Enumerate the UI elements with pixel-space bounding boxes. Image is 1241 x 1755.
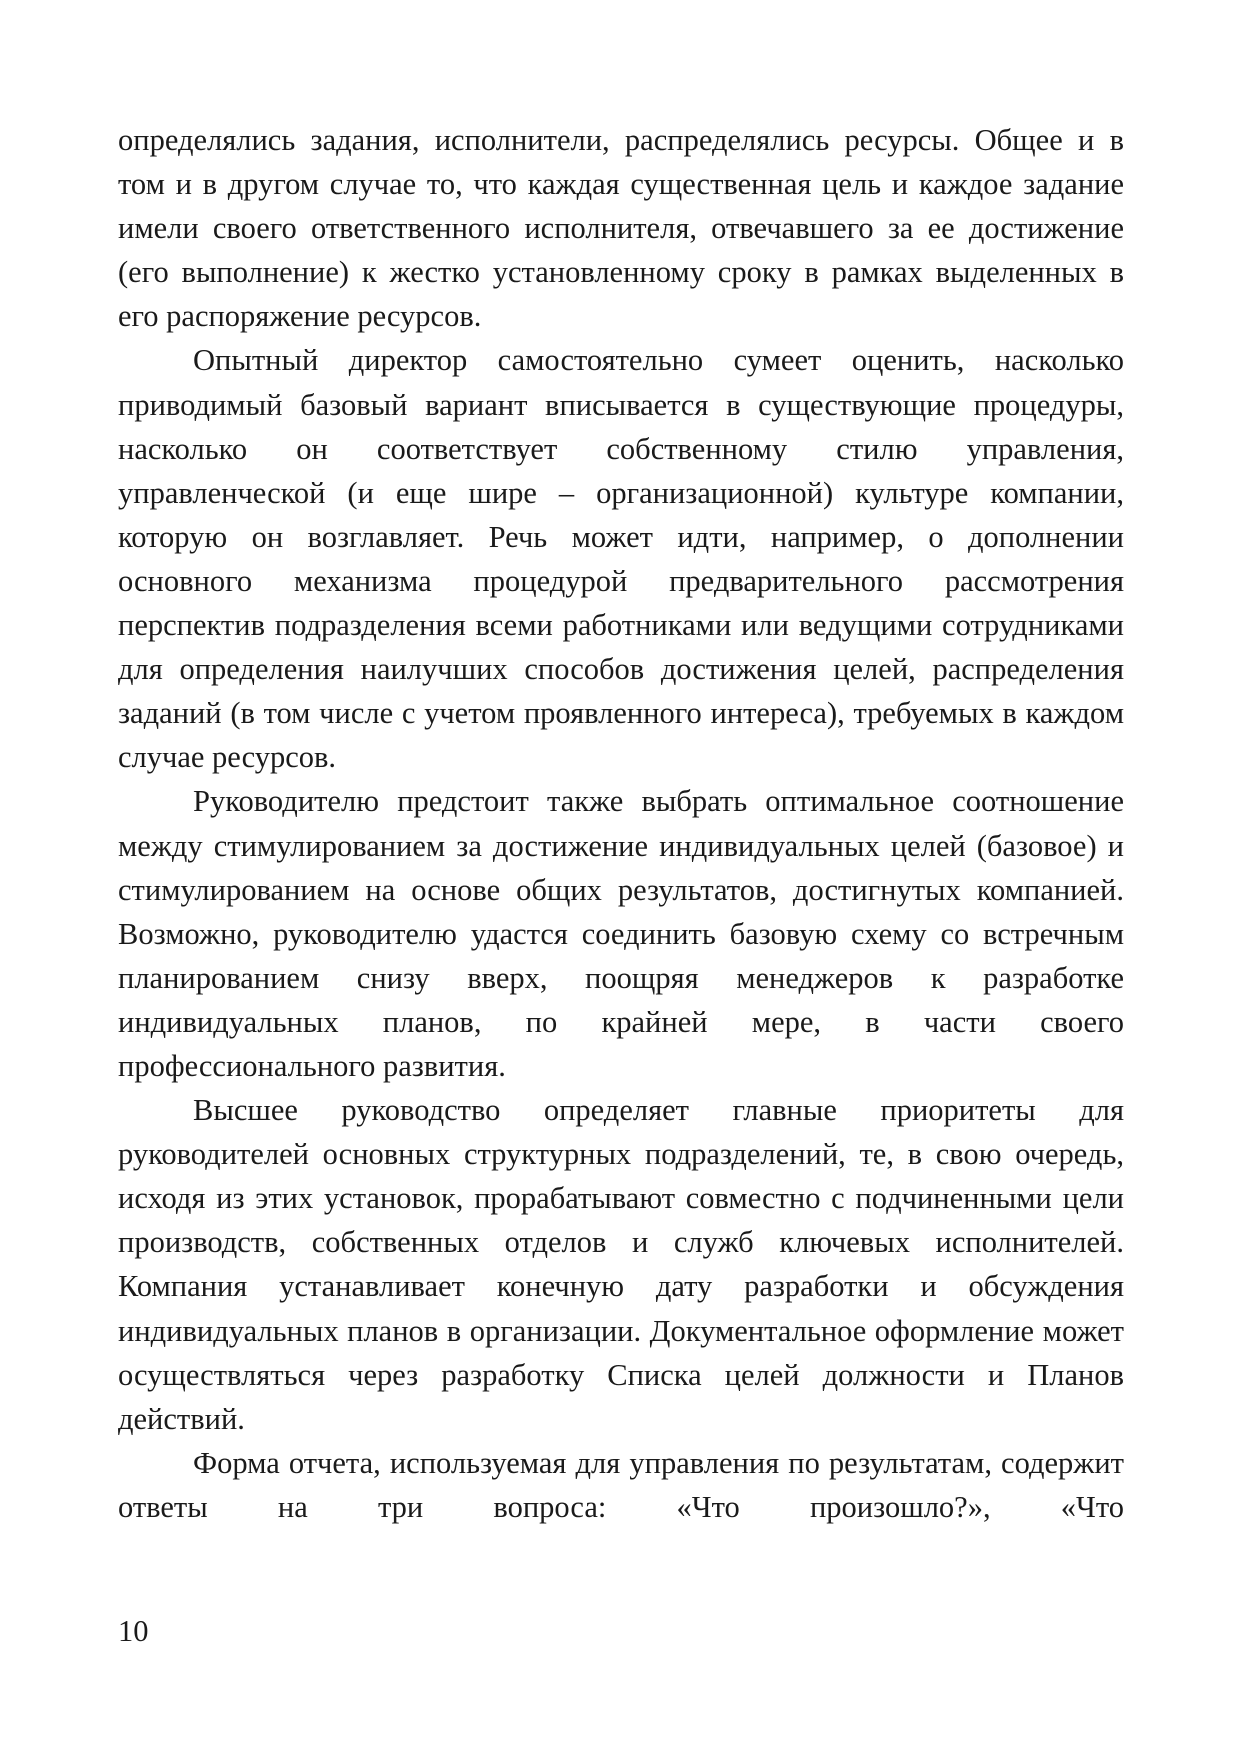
paragraph-3: Руководителю предстоит также выбрать оптимальное соотношение между стимулированием за достижение индивидуальных целей (базовое) и стимулированием на основе общих результатов, достигнутых компанией. Возможно, руководителю удастся соединить базовую схему со встречным планированием снизу вверх, поощряя менеджеров к разработке индивидуальных планов, по крайней мере, в части своего профессионального развития. <box>118 784 1124 1083</box>
page-number: 10 <box>118 1614 149 1648</box>
paragraph-2: Опытный директор самостоятельно сумеет оценить, насколько приводимый базовый вариант вписывается в существующие процедуры, насколько он соответствует собственному стилю управления, управленческой (и еще шире – организационной) культуре компании, которую он возглавляет. Речь может идти, например, о дополнении основного механизма процедурой предварительного рассмотрения перспектив подразделения всеми работниками или ведущими сотрудниками для определения наилучших способов достижения целей, распределения заданий (в том числе с учетом проявленного интереса), требуемых в каждом случае ресурсов. <box>118 343 1124 775</box>
page-body <box>118 118 1124 1529</box>
paragraph-4: Высшее руководство определяет главные приоритеты для руководителей основных структурных подразделений, те, в свою очередь, исходя из этих установок, прорабатывают совместно с подчиненными цели производств, собственных отделов и служб ключевых исполнителей. Компания устанавливает конечную дату разработки и обсуждения индивидуальных планов в организации. Документальное оформление может осуществляться через разработку Списка целей должности и Планов действий. <box>118 1093 1124 1436</box>
paragraph-5: Форма отчета, используемая для управления по результатам, содержит ответы на три вопроса: «Что произошло?», «Что <box>118 1445 1124 1524</box>
paragraph-1: определялись задания, исполнители, распределялись ресурсы. Общее и в том и в другом случае то, что каждая существенная цель и каждое задание имели своего ответственного исполнителя, отвечавшего за ее достижение (его выполнение) к жестко установленному сроку в рамках выделенных в его распоряжение ресурсов. <box>118 123 1124 334</box>
